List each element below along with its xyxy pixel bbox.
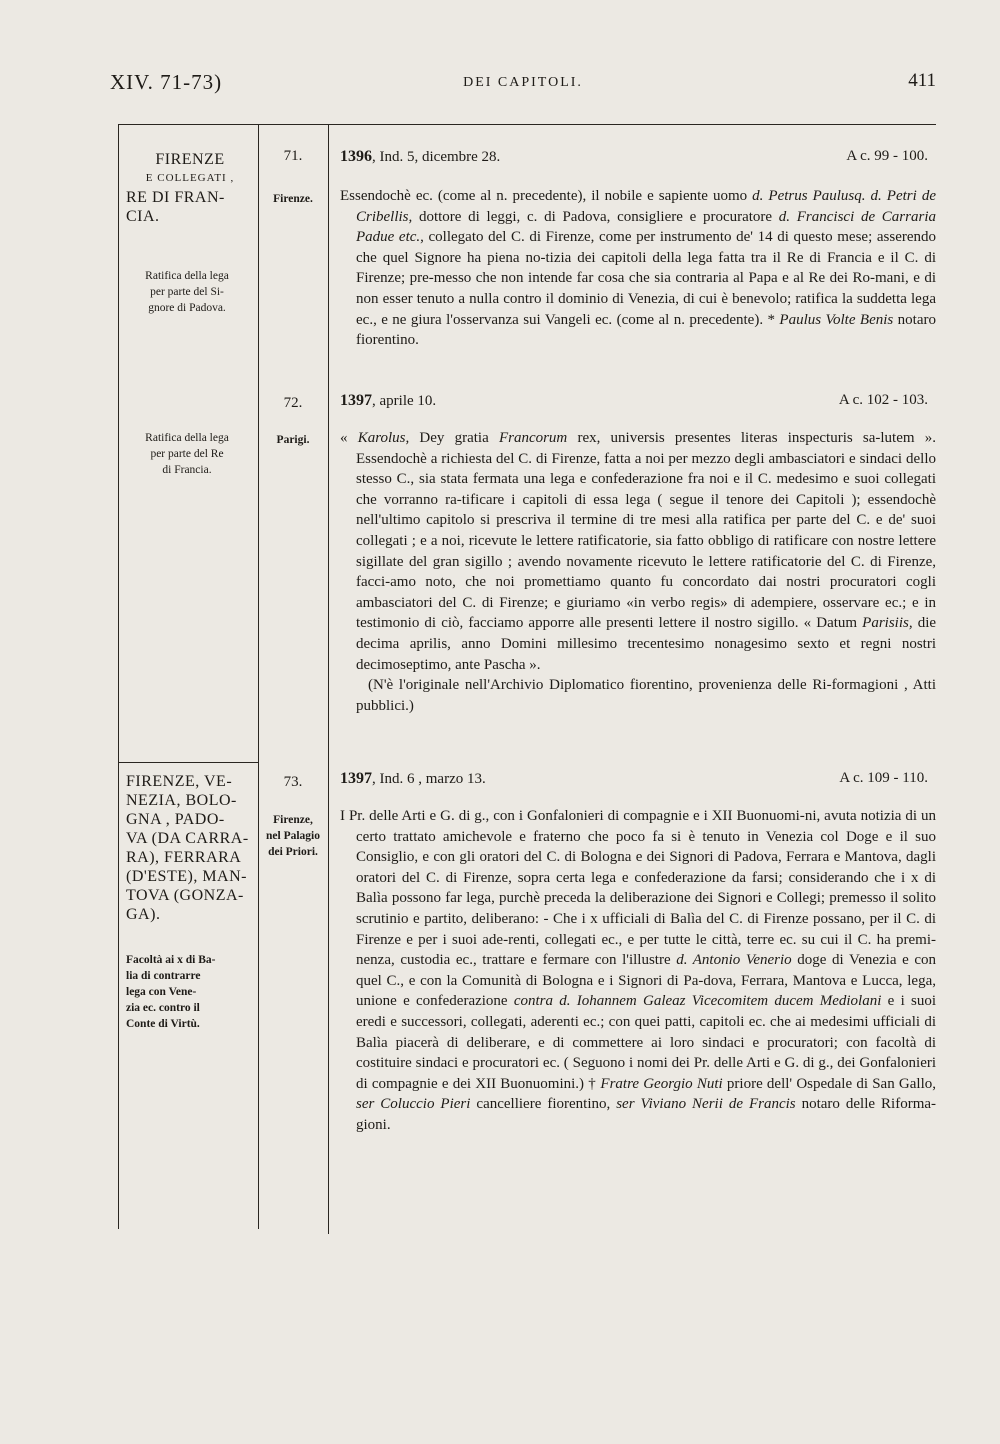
entry-73-place: Firenze, nel Palagio dei Priori. <box>266 814 320 858</box>
header-title: DEI CAPITOLI. <box>463 75 583 90</box>
left-column-rule <box>118 124 119 1229</box>
entry-72-paragraph: « Karolus, Dey gratia Francorum rex, universis presentes literas inspecturis sa-lutem ». Essendochè a richiesta del C. di Firenze, fatta a noi per mezzo degli ambasciatori e sindaci dello stesso C., sia stata fermata una lega e confederazione fra noi e il C. medesimo e suoi collegati che vorranno ra-tificare i capitoli di essa lega ( segue il tenore dei Capitoli ); essendochè nell'ultimo capitolo si prescriva il termine di tre mesi alla ratifica per parte del C. e de' suoi collegati ; e a noi, ricevute le lettere ratificatorie, sia fatto obbligo di ratificare con nostre lettere sigillate del gran sigillo ; avendo novamente ricevuto le lettere ratificatorie del C. di Firenze, facci-amo noto, che noi promettiamo quanto fu concordato dai nostri procuratori cogli ambasciatori del C. di Firenze; e giuriamo «in verbo regis» di adempiere, osservare ec.; e in testimonio di ciò, facciamo apporre alle presenti lettere il nostro sigillo. « Datum Parisiis, die decima aprilis, anno Domini millesimo trecentesimo nonagesimo sexto et regni nostri decimoseptimo, ante Pascha ». <box>340 430 937 673</box>
entry-73-title: FIRENZE, VE- NEZIA, BOLO- GNA , PADO- VA (DA CARRA- RA), FERRARA (D'ESTE), MAN- TOVA (GONZA- GA). <box>126 773 249 923</box>
entry-73-year: 1397 <box>340 770 372 787</box>
entry-72-summary: Ratifica della lega per parte del Re di Francia. <box>145 432 229 476</box>
place-column-rule <box>328 124 329 1234</box>
entry-73-number: 73. <box>283 774 303 790</box>
header-chapter: XIV. 71-73) <box>110 70 223 94</box>
entry-72-place: Parigi. <box>276 434 310 446</box>
entry-71-year: 1396 <box>340 148 372 165</box>
entry-73-dateline <box>340 770 936 790</box>
entry-72-number: 72. <box>283 395 303 411</box>
entry-73-reference: A c. 109 - 110. <box>839 770 928 786</box>
entry-separator-rule <box>118 762 258 763</box>
entry-71-number: 71. <box>283 148 303 164</box>
entry-71-date: , Ind. 5, dicembre 28. <box>372 149 501 165</box>
entry-71-title: FIRENZE E COLLEGATI , RE DI FRAN- CIA. <box>126 151 235 225</box>
entry-73-paragraph: I Pr. delle Arti e G. di g., con i Gonfalonieri di compagnie e i XII Buonuomi-ni, avuta notizia di un certo trattato amichevole e fraterno che poco fa si è tenuto in Venezia col Doge e il suo Consiglio, e con gli oratori del C. di Bologna e dei Signori di Padova, Ferrara e Mantova, dagli oratori del C. di Firenze, sopra certa lega e confederazione da farsi; considerando che i x di Balìa possono far lega, purchè preceda la deliberazione dei Signori e Collegi; premesso il solito scrutinio e partito, deliberano: - Che i x ufficiali di Balìa del C. di Firenze possano, per il C. di Firenze e per i suoi ade-renti, collegati ec., e per tutte le città, terre ec. su cui il C. ha premi-nenza, custodia ec., trattare e fermare con l'illustre d. Antonio Venerio doge di Venezia e con quel C., e con la Comunità di Bologna e i Signori di Pa-dova, Ferrara, Mantova e Lucca, lega, unione e confederazione contra d. Iohannem Galeaz Vicecomitem ducem Mediolani e i suoi eredi e successori, collegati, aderenti ec.; con quei patti, capitoli ec. che ai medesimi ufficiali di Balìa piacerà di deliberare, e di commettere ai loro sindaci e procuratori; con facoltà di costituire sindaci e procuratori ec. ( Seguono i nomi dei Pr. delle Arti e G. di g., dei Gonfalonieri di compagnie e dei XII Buonuomini.) † Fratre Georgio Nuti priore dell' Ospedale di San Gallo, ser Coluccio Pieri cancelliere fiorentino, ser Viviano Nerii de Francis notaro delle Riforma-gioni. <box>340 808 937 1133</box>
entry-71-summary: Ratifica della lega per parte del Si- gnore di Padova. <box>145 270 229 314</box>
entry-71-paragraph: Essendochè ec. (come al n. precedente), il nobile e sapiente uomo d. Petrus Paulusq. d. Petri de Cribellis, dottore di leggi, c. di Padova, consigliere e procuratore d. Francisci de Carraria Padue etc., collegato del C. di Firenze, come per instrumento de' 14 di questo mese; asserendo che quel Signore ha piena no-tizia dei capitoli della lega fatta tra il Re di Francia e il C. di Firenze; pre-messo che non intende far cosa che sia contraria al Papa e al Re dei Ro-mani, e di non esser tenuto a nulla contro il dominio di Venezia, di cui è benevolo; ratifica la suddetta lega ec., e ne giura l'osservanza sui Vangeli ec. (come al n. precedente). * Paulus Volte Benis notaro fiorentino. <box>340 188 937 349</box>
entry-71-reference: A c. 99 - 100. <box>846 148 928 164</box>
entry-73-summary: Facoltà ai x di Ba- lia di contrarre lega con Vene- zia ec. contro il Conte di Virtù. <box>126 954 216 1030</box>
page-number: 411 <box>908 70 936 91</box>
running-header <box>110 70 936 102</box>
entry-72-date: , aprile 10. <box>372 393 437 409</box>
entry-72-text <box>340 428 936 716</box>
entry-72-year: 1397 <box>340 392 372 409</box>
entry-73-date: , Ind. 6 , marzo 13. <box>372 771 486 787</box>
entry-72-dateline <box>340 392 936 412</box>
entry-72-reference: A c. 102 - 103. <box>838 392 928 408</box>
entry-71-text <box>340 186 936 351</box>
entry-72-archive-note: (N'è l'originale nell'Archivio Diplomatico fiorentino, provenienza delle Ri-formagioni , Atti pubblici.) <box>356 677 936 714</box>
entry-73-text <box>340 806 936 1136</box>
table-top-rule <box>118 124 936 125</box>
entry-71-dateline <box>340 148 936 168</box>
number-column-rule <box>258 124 259 1229</box>
entry-71-place: Firenze. <box>273 193 313 205</box>
